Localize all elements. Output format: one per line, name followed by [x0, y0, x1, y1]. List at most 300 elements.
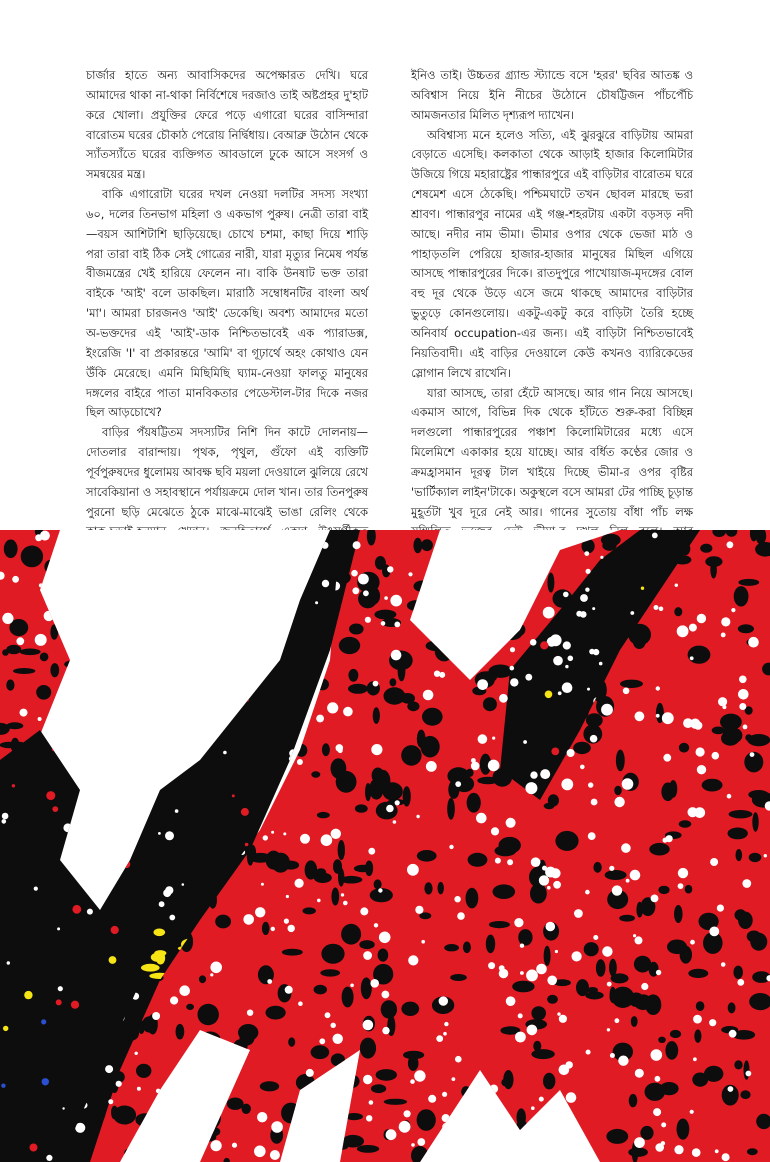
paint-blotch [36, 685, 51, 700]
paint-dot [254, 1146, 266, 1158]
paint-dot [520, 971, 524, 975]
paint-blotch [320, 969, 340, 976]
paint-dot [472, 582, 482, 592]
paint-blotch [461, 1086, 471, 1097]
paint-blotch [593, 862, 601, 873]
paragraph: বাকি এগারোটা ঘরের দখল নেওয়া দলটির সদস্য সংখ্যা ৬০, দলের তিনভাগ মহিলা ও একভাগ পুরুষ। নেত্রী তারা বাই—বয়স আশিটাশি ছাড়িয়েছে। চোখে চশমা, কাছা দিয়ে শাড়ি পরা তারা বাই ঠিক সেই গোত্রের নারী, যারা মৃত্যুর নিমেষ পর্যন্ত বীজমন্ত্রের খেই হারিয়ে ফেলেন না। বাকি উনষাট ভক্ত তারা বাইকে 'আই' বলে ডাকছিল। মারাঠি সম্বোধনটির বাংলা অর্থ 'মা'। আমরা চারজনও 'আই' ডেকেছি। অবশ্য আমাদের মতো অ-ভক্তদের এই 'আই'-ডাক নিশ্চিতভাবেই এক প্যারাডক্স, ইংরেজি 'I' বা প্রকারন্তরে 'আমি' বা গূঢ়ার্থে অহং কোথাও যেন উঁকি মেরেছে। এমনি মিছিমিছি ঘ্যাম-নেওয়া ফালতু মানুষের দঙ্গলের বাইরে পাতা মানবিকতার পেডেস্টাল-টার দিকে নজর ছিল আড়চোখে? [86, 187, 368, 420]
paint-dot [438, 1152, 445, 1159]
paint-dot [395, 800, 400, 805]
paint-dot [507, 859, 513, 865]
paint-blotch [13, 668, 35, 674]
paint-dot [523, 740, 527, 744]
paint-dot [333, 1034, 343, 1044]
paint-dot [192, 1088, 200, 1096]
paint-dot [721, 617, 730, 626]
paint-dot [727, 541, 734, 548]
paint-dot [764, 854, 767, 857]
paint-dot [63, 823, 72, 832]
paint-dot [729, 1030, 737, 1038]
paint-dot [609, 866, 614, 871]
paint-dot [471, 607, 476, 612]
paint-dot [653, 1108, 661, 1116]
paint-dot [635, 1069, 644, 1078]
paint-blotch [476, 615, 498, 629]
paint-dot [353, 541, 361, 549]
paint-blotch [614, 786, 622, 795]
paint-dot [427, 574, 432, 579]
paint-dot [1, 1084, 5, 1088]
paint-dot [488, 962, 495, 969]
paint-dot [205, 567, 207, 569]
paint-dot [634, 1137, 645, 1148]
paint-blotch [679, 820, 692, 827]
paint-blotch [325, 1144, 348, 1151]
paint-blotch [104, 659, 119, 667]
paint-dot [325, 1012, 331, 1018]
paint-blotch [474, 615, 480, 624]
paint-blotch [452, 608, 463, 623]
paint-dot [289, 756, 295, 762]
paint-dot [585, 588, 589, 592]
paint-dot [363, 951, 372, 960]
paint-dot [490, 1085, 499, 1094]
paint-dot [366, 1115, 372, 1121]
paint-blotch [92, 634, 112, 655]
paint-dot [709, 1019, 716, 1026]
paint-dot [157, 629, 166, 638]
paint-dot [584, 551, 589, 556]
paint-dot [179, 985, 190, 996]
paint-dot [526, 970, 538, 982]
paint-dot [24, 991, 32, 999]
paint-dot [488, 760, 500, 772]
paint-dot [294, 575, 297, 578]
paint-dot [656, 714, 660, 718]
paint-dot [7, 961, 10, 964]
paint-blotch [468, 853, 488, 867]
paint-dot [207, 1055, 221, 1062]
paint-dot [151, 693, 155, 697]
article-column-right [411, 66, 693, 582]
paint-dot [165, 831, 174, 840]
paint-dot [112, 772, 116, 776]
paint-dot [737, 979, 744, 986]
paint-dot [99, 765, 106, 772]
paint-blotch [712, 727, 725, 735]
paint-dot [127, 824, 132, 829]
paint-dot [436, 1035, 443, 1042]
paint-blotch [54, 596, 63, 603]
paint-dot [16, 637, 24, 645]
paint-dot [186, 1065, 195, 1072]
paint-blotch [147, 1113, 164, 1131]
paint-dot [229, 660, 234, 665]
paint-dot [2, 613, 13, 624]
paint-dot [692, 1148, 701, 1157]
paint-dot [731, 608, 735, 612]
paint-dot [444, 1022, 448, 1026]
paint-blotch [745, 734, 752, 741]
paint-blotch [747, 1148, 758, 1155]
paint-dot [218, 592, 224, 598]
paint-dot [739, 676, 747, 684]
paint-dot [514, 918, 523, 927]
paint-dot [421, 940, 425, 944]
paint-blotch [490, 589, 498, 606]
paint-dot [115, 591, 121, 597]
paint-dot [247, 1010, 253, 1016]
paint-dot [89, 805, 92, 808]
paint-dot [30, 1144, 38, 1152]
paint-dot [547, 886, 551, 890]
paint-blotch [59, 574, 80, 580]
paint-dot [593, 649, 599, 655]
paint-dot [652, 533, 658, 539]
paint-blotch [117, 620, 129, 630]
paint-dot [694, 807, 705, 818]
paint-dot [223, 1081, 226, 1084]
paint-blotch [44, 560, 57, 574]
paint-dot [217, 1103, 224, 1110]
paint-dot [257, 1112, 267, 1122]
paint-dot [607, 982, 612, 987]
paint-dot [217, 1101, 225, 1109]
paint-blotch [360, 1038, 376, 1059]
paint-blotch [167, 746, 177, 757]
paint-blotch [190, 1088, 210, 1095]
paint-blotch [547, 573, 554, 593]
paint-dot [452, 1077, 456, 1081]
paint-blotch [136, 1064, 151, 1078]
paragraph: বাড়ির পঁয়ষট্টিতম সদস্যটির নিশি দিন কাটে দোলনায়—দোতলার বারান্দায়। পৃথক, পৃথুল, গুঁফো এই ব্যক্তিটি পূর্বপুরুষদের ধুলোময় আবক্ষ ছবি ময়লা দেওয়ালে ঝুলিয়ে রেখে সাবেকিয়ানা ও সহাবস্থানে পর্যায়ক্রমে দোল খান। তার তিনপুরুষ পুরনো ছড়ি মেঝেতে ঠুকে মাঝে-মাঝেই ভাঙা রেলিং থেকে [86, 425, 368, 519]
paint-dot [588, 782, 593, 787]
paint-blotch [673, 555, 691, 564]
paint-blotch [556, 719, 568, 730]
paint-dot [455, 553, 459, 557]
paint-dot [358, 574, 369, 585]
paint-blotch [531, 1006, 546, 1020]
paint-dot [12, 784, 15, 787]
paint-dot [565, 665, 568, 668]
paint-dot [170, 996, 178, 1004]
paint-dot [374, 923, 378, 927]
paint-blotch [339, 637, 360, 654]
paint-dot [675, 584, 678, 587]
paint-blotch [700, 544, 712, 553]
paint-dot [651, 895, 659, 903]
paint-dot [689, 624, 697, 632]
paint-blotch [620, 680, 643, 688]
paint-blotch [649, 843, 669, 856]
paint-blotch [601, 534, 621, 547]
paint-blotch [312, 1097, 320, 1111]
paint-blotch [357, 1145, 379, 1153]
paint-dot [360, 907, 368, 915]
paint-dot [471, 1096, 479, 1104]
paint-dot [154, 929, 166, 937]
paint-dot [530, 771, 537, 778]
paint-dot [690, 656, 694, 660]
paint-blotch [266, 1006, 286, 1020]
paint-dot [343, 901, 348, 906]
paint-blotch [440, 608, 453, 618]
paint-blotch [471, 1150, 492, 1162]
paint-blotch [349, 624, 364, 635]
paint-blotch [413, 538, 422, 554]
paint-blotch [736, 849, 743, 861]
paint-dot [486, 548, 490, 552]
paint-dot [271, 927, 275, 931]
paint-dot [503, 601, 509, 607]
paint-blotch [21, 546, 43, 568]
paint-blotch [192, 583, 199, 601]
paint-blotch [692, 1073, 708, 1087]
paint-dot [540, 769, 550, 779]
paint-blotch [317, 812, 330, 818]
paint-dot [135, 1052, 138, 1055]
paint-dot [471, 758, 476, 763]
paint-blotch [331, 1053, 345, 1066]
paint-blotch [376, 1069, 397, 1081]
paint-blotch [543, 1073, 555, 1090]
paint-dot [253, 647, 264, 658]
paint-dot [399, 1121, 411, 1133]
paint-dot [442, 1123, 450, 1131]
paint-dot [277, 620, 285, 628]
paint-dot [185, 1071, 193, 1077]
paint-dot [371, 744, 382, 755]
paint-blotch [669, 780, 677, 798]
paint-dot [530, 639, 537, 646]
paint-blotch [438, 882, 444, 894]
paint-blotch [702, 779, 723, 792]
paint-blotch [694, 1029, 701, 1042]
paint-blotch [651, 539, 658, 560]
paint-blotch [321, 944, 344, 964]
paint-blotch [112, 530, 132, 551]
paint-blotch [281, 1103, 301, 1124]
paint-blotch [199, 639, 220, 649]
paint-dot [475, 1080, 482, 1087]
paint-dot [602, 946, 612, 956]
paint-dot [171, 1155, 175, 1159]
paint-dot [275, 609, 278, 612]
paint-dot [476, 813, 487, 824]
paint-dot [50, 583, 62, 595]
paint-dot [300, 834, 310, 844]
paint-dot [457, 912, 465, 920]
paint-blotch [486, 935, 495, 954]
paint-dot [410, 1079, 415, 1084]
paint-dot [316, 715, 324, 723]
paint-dot [630, 611, 634, 615]
paint-dot [518, 1013, 523, 1018]
paint-dot [124, 772, 135, 783]
paint-dot [210, 973, 213, 976]
paint-dot [52, 747, 56, 751]
paint-blotch [677, 1119, 690, 1140]
paint-blotch [247, 845, 254, 866]
paint-dot [566, 1061, 573, 1068]
paint-dot [468, 634, 473, 639]
paint-dot [162, 627, 166, 631]
paint-blotch [345, 1113, 363, 1120]
paint-dot [455, 1056, 462, 1063]
paint-dot [199, 641, 204, 646]
paint-dot [321, 834, 333, 846]
paint-dot [570, 1120, 573, 1123]
paint-dot [408, 955, 418, 965]
paint-dot [542, 1125, 552, 1135]
paint-dot [284, 919, 289, 924]
paint-blotch [198, 1004, 219, 1025]
paint-blotch [99, 709, 117, 726]
paint-blotch [553, 589, 573, 607]
paint-blotch [512, 981, 534, 993]
paint-dot [580, 611, 587, 618]
paint-blotch [733, 966, 743, 979]
paint-dot [137, 1087, 141, 1091]
paint-dot [111, 926, 119, 934]
paint-dot [748, 637, 759, 648]
paint-dot [119, 532, 129, 542]
paint-blotch [498, 623, 516, 632]
paint-dot [245, 843, 249, 847]
paint-dot [254, 556, 261, 563]
paint-blotch [348, 669, 358, 682]
paint-dot [127, 834, 133, 840]
paint-dot [499, 1124, 508, 1133]
paint-dot [601, 704, 613, 716]
paint-blotch [562, 1109, 569, 1128]
paint-blotch [679, 743, 689, 753]
paint-blotch [688, 646, 711, 664]
paint-blotch [444, 944, 459, 951]
paint-blotch [696, 1001, 705, 1011]
paint-blotch [422, 708, 443, 726]
paint-dot [539, 1097, 544, 1102]
paint-dot [199, 570, 209, 580]
paint-dot [190, 1058, 197, 1065]
paint-dot [184, 664, 190, 670]
paint-dot [677, 625, 689, 637]
paint-dot [176, 631, 185, 640]
paint-dot [661, 1122, 666, 1127]
paint-blotch [509, 711, 529, 722]
paint-dot [108, 1099, 113, 1104]
paint-dot [261, 883, 264, 886]
paint-dot [683, 629, 687, 633]
paint-dot [531, 857, 541, 867]
paint-dot [558, 691, 562, 695]
paint-dot [721, 633, 726, 638]
paint-dot [386, 805, 394, 813]
paint-blotch [596, 959, 606, 977]
paint-blotch [6, 645, 21, 655]
paint-blotch [285, 582, 300, 592]
paint-dot [158, 832, 161, 835]
paint-dot [525, 674, 532, 681]
paint-dot [211, 1140, 222, 1151]
paint-dot [633, 934, 636, 937]
paint-blotch [518, 929, 532, 946]
paint-dot [192, 1057, 197, 1062]
paint-blotch [204, 1107, 221, 1128]
paint-dot [618, 1056, 628, 1066]
paint-blotch [417, 850, 437, 862]
paint-dot [525, 782, 537, 794]
paint-blotch [450, 974, 467, 981]
paint-dot [449, 1147, 454, 1152]
paint-dot [727, 794, 732, 799]
paint-blotch [744, 1060, 750, 1079]
paint-blotch [544, 946, 551, 966]
paint-blotch [390, 678, 397, 686]
paint-dot [56, 999, 62, 1005]
paint-dot [591, 1156, 597, 1162]
paint-blotch [76, 839, 90, 849]
paint-blotch [384, 1099, 407, 1105]
paint-dot [327, 1117, 333, 1123]
paint-dot [42, 1078, 49, 1085]
paint-dot [232, 1143, 237, 1148]
paint-blotch [685, 885, 693, 894]
paint-dot [506, 818, 516, 828]
paint-dot [270, 1150, 280, 1160]
paint-dot [572, 951, 582, 961]
paint-dot [48, 727, 58, 737]
paint-dot [41, 1019, 46, 1024]
paint-blotch [634, 994, 652, 1010]
paint-blotch [59, 615, 68, 626]
paint-dot [322, 542, 329, 549]
paint-dot [116, 1081, 122, 1087]
paint-dot [194, 1068, 203, 1081]
paint-blotch [417, 1109, 436, 1131]
paint-blotch [130, 743, 153, 762]
paint-dot [62, 1107, 64, 1109]
paint-blotch [424, 882, 432, 894]
paint-dot [57, 927, 60, 930]
paint-blotch [194, 676, 213, 684]
paint-dot [417, 1138, 425, 1146]
paint-dot [531, 1106, 535, 1110]
paint-blotch [81, 802, 96, 814]
paint-dot [87, 909, 93, 915]
paint-dot [267, 979, 272, 984]
paint-dot [519, 577, 527, 585]
paint-blotch [130, 634, 150, 641]
paint-dot [2, 813, 9, 820]
paint-blotch [582, 539, 595, 554]
paint-dot [218, 626, 221, 629]
paint-dot [506, 996, 516, 1006]
article-column-left [86, 66, 368, 582]
paint-blotch [629, 1094, 638, 1107]
paint-dot [331, 829, 341, 839]
paint-dot [641, 983, 648, 990]
paint-blotch [87, 832, 104, 844]
paint-blotch [361, 977, 372, 999]
paint-blotch [282, 949, 303, 956]
paint-blotch [408, 1056, 419, 1071]
paint-blotch [109, 545, 124, 558]
paint-dot [203, 739, 207, 743]
paint-dot [600, 556, 603, 559]
paint-blotch [4, 540, 18, 559]
paint-blotch [604, 613, 613, 619]
paint-blotch [11, 738, 20, 752]
